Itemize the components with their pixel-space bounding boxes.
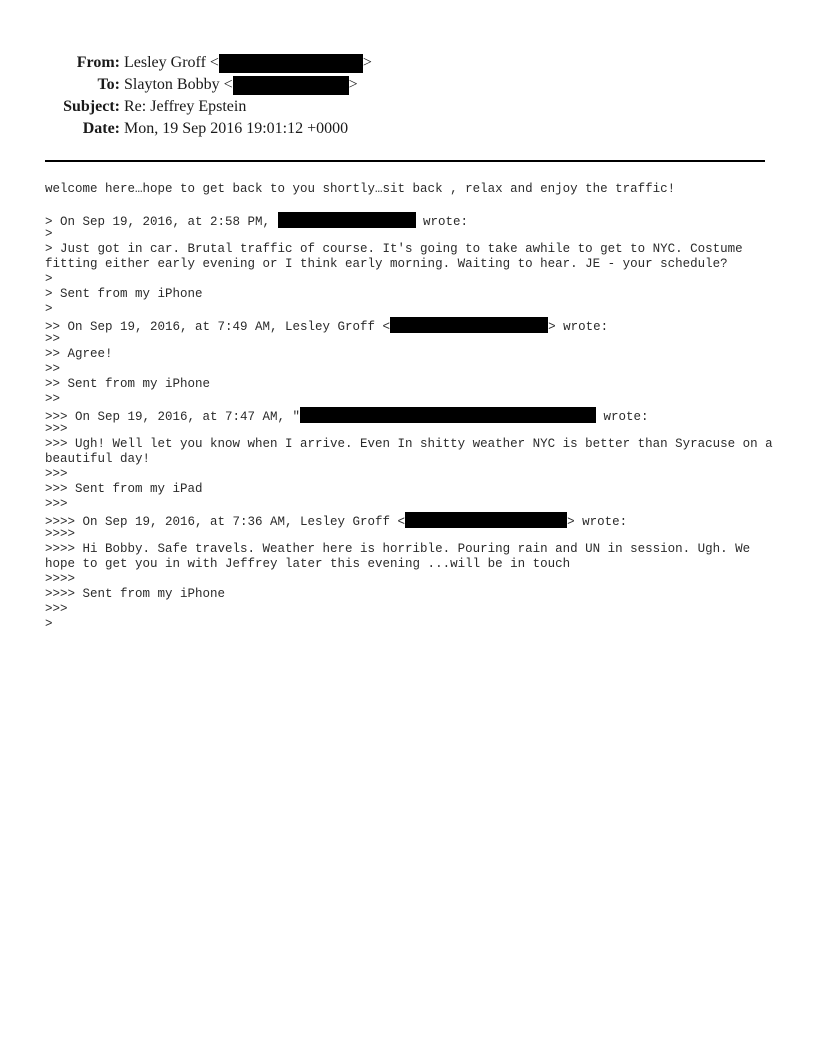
body-line: >>> xyxy=(45,602,68,616)
quote-header-text: > On Sep 19, 2016, at 2:58 PM, xyxy=(45,215,278,229)
quote-header-text: >>>> On Sep 19, 2016, at 7:36 AM, Lesley Groff < xyxy=(45,515,406,529)
redaction-box xyxy=(278,212,416,228)
to-label: To: xyxy=(97,76,120,93)
from-value xyxy=(124,52,372,74)
redaction-box xyxy=(219,54,363,73)
quote-header-tail: > wrote: xyxy=(548,320,609,334)
quote-header-text: >> On Sep 19, 2016, at 7:49 AM, Lesley Groff < xyxy=(45,320,391,334)
body-line: > xyxy=(45,227,53,241)
body-line: >>> Ugh! Well let you know when I arrive. Even In shitty weather NYC is better than Syracuse on a beautiful day! xyxy=(45,437,773,466)
to-row xyxy=(0,74,816,96)
header-divider xyxy=(45,160,765,162)
body-line: >>>> Sent from my iPhone xyxy=(45,587,226,601)
from-row xyxy=(0,52,816,74)
body-line: > xyxy=(45,302,53,316)
date-label: Date: xyxy=(82,120,120,137)
body-line: >> xyxy=(45,392,61,406)
body-line: >>>> Hi Bobby. Safe travels. Weather here is horrible. Pouring rain and UN in session. Ugh. We hope to get you in with Jeffrey later this evening ...will be in touch xyxy=(45,542,751,571)
redaction-box xyxy=(233,76,349,95)
date-row xyxy=(0,118,816,140)
quote-header-tail: wrote: xyxy=(596,410,649,424)
body-line: >>> Sent from my iPad xyxy=(45,482,203,496)
to-name: Slayton Bobby < xyxy=(124,76,233,93)
subject-label: Subject: xyxy=(63,98,120,115)
quote-header xyxy=(45,212,773,227)
redaction-box xyxy=(390,317,548,333)
email-header xyxy=(0,52,816,140)
body-line: >>>> xyxy=(45,527,76,541)
body-line: >>> xyxy=(45,467,68,481)
body-line: > xyxy=(45,617,53,631)
email-body xyxy=(45,182,773,632)
body-line: > xyxy=(45,272,53,286)
body-line: > Just got in car. Brutal traffic of course. It's going to take awhile to get to NYC. Costume fitting either early evening or I think early morning. Waiting to hear. JE - your schedule? xyxy=(45,242,743,271)
quote-header-text: >>> On Sep 19, 2016, at 7:47 AM, " xyxy=(45,410,301,424)
date-value: Mon, 19 Sep 2016 19:01:12 +0000 xyxy=(124,120,349,137)
from-name: Lesley Groff < xyxy=(124,54,219,71)
body-line: >> Agree! xyxy=(45,347,113,361)
body-line: welcome here…hope to get back to you shortly…sit back , relax and enjoy the traffic! xyxy=(45,182,676,196)
body-line: >>>> xyxy=(45,572,76,586)
body-line: >> xyxy=(45,362,61,376)
body-line: >> xyxy=(45,332,61,346)
quote-header xyxy=(45,317,773,332)
to-value xyxy=(124,74,358,96)
subject-value: Re: Jeffrey Epstein xyxy=(124,98,247,115)
quote-header xyxy=(45,512,773,527)
from-close: > xyxy=(362,54,372,71)
quote-header xyxy=(45,407,773,422)
redaction-box xyxy=(300,407,596,423)
body-line: > Sent from my iPhone xyxy=(45,287,203,301)
body-line: >>> xyxy=(45,497,68,511)
body-line: >>> xyxy=(45,422,68,436)
to-close: > xyxy=(348,76,358,93)
redaction-box xyxy=(405,512,567,528)
subject-row xyxy=(0,96,816,118)
quote-header-tail: wrote: xyxy=(415,215,469,229)
quote-header-tail: > wrote: xyxy=(567,515,628,529)
from-label: From: xyxy=(76,54,120,71)
body-line: >> Sent from my iPhone xyxy=(45,377,211,391)
